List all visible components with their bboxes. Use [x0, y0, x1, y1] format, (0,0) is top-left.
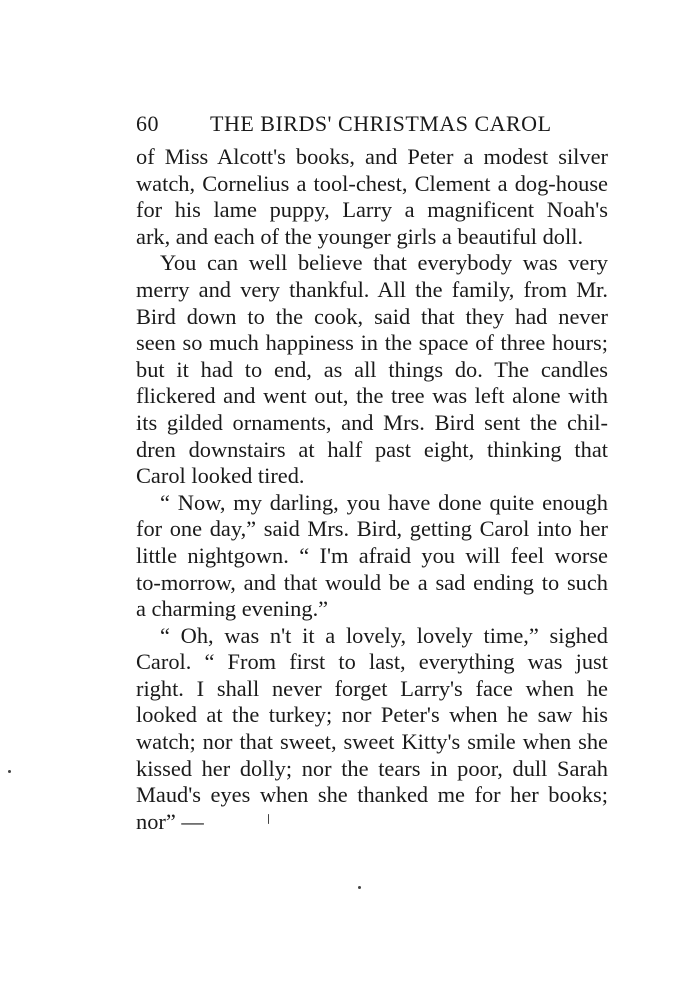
text-line: but it had to end, as all things do. The candles — [136, 356, 608, 382]
scan-speck — [268, 814, 269, 824]
text-line: “ Now, my darling, you have done quite enough — [160, 489, 608, 515]
text-line: ark, and each of the younger girls a beautiful doll. — [136, 223, 584, 249]
text-line: dren downstairs at half past eight, thinking that — [136, 436, 608, 462]
text-line: for one day,” said Mrs. Bird, getting Carol into her — [136, 516, 608, 542]
text-line: nor” — — [136, 808, 204, 834]
text-line: looked at the turkey; nor Peter's when he saw his — [136, 702, 608, 728]
page-number: 60 — [136, 111, 159, 136]
text-line: Carol. “ From first to last, everything was just — [136, 649, 608, 675]
text-line: of Miss Alcott's books, and Peter a modest silver — [136, 144, 608, 169]
body-text — [136, 144, 608, 835]
text-line: watch; nor that sweet, sweet Kitty's smile when she — [136, 729, 608, 755]
text-line: to-morrow, and that would be a sad ending to such — [136, 569, 608, 595]
text-line: Maud's eyes when she thanked me for her books; — [136, 782, 608, 808]
text-line: little nightgown. “ I'm afraid you will feel worse — [136, 542, 608, 568]
text-line: “ Oh, was n't it a lovely, lovely time,” sighed — [160, 622, 608, 648]
text-line: a charming evening.” — [136, 596, 329, 622]
text-line: watch, Cornelius a tool-chest, Clement a dog-house — [136, 170, 608, 196]
text-line: its gilded ornaments, and Mrs. Bird sent the chil- — [136, 409, 608, 435]
running-title: THE BIRDS' CHRISTMAS CAROL — [210, 111, 552, 136]
text-line: kissed her dolly; nor the tears in poor, dull Sarah — [136, 755, 608, 781]
scan-speck — [358, 886, 361, 889]
text-line: right. I shall never forget Larry's face when he — [136, 675, 608, 701]
text-line: flickered and went out, the tree was left alone with — [136, 383, 608, 409]
scan-speck — [8, 770, 11, 773]
text-line: merry and very thankful. All the family, from Mr. — [136, 276, 608, 302]
text-line: Carol looked tired. — [136, 463, 305, 489]
text-line: You can well believe that everybody was very — [160, 250, 608, 276]
running-head — [136, 108, 608, 140]
text-line: seen so much happiness in the space of three hours; — [136, 330, 608, 356]
text-line: for his lame puppy, Larry a magnificent Noah's — [136, 197, 608, 223]
text-line: Bird down to the cook, said that they had never — [136, 303, 608, 329]
